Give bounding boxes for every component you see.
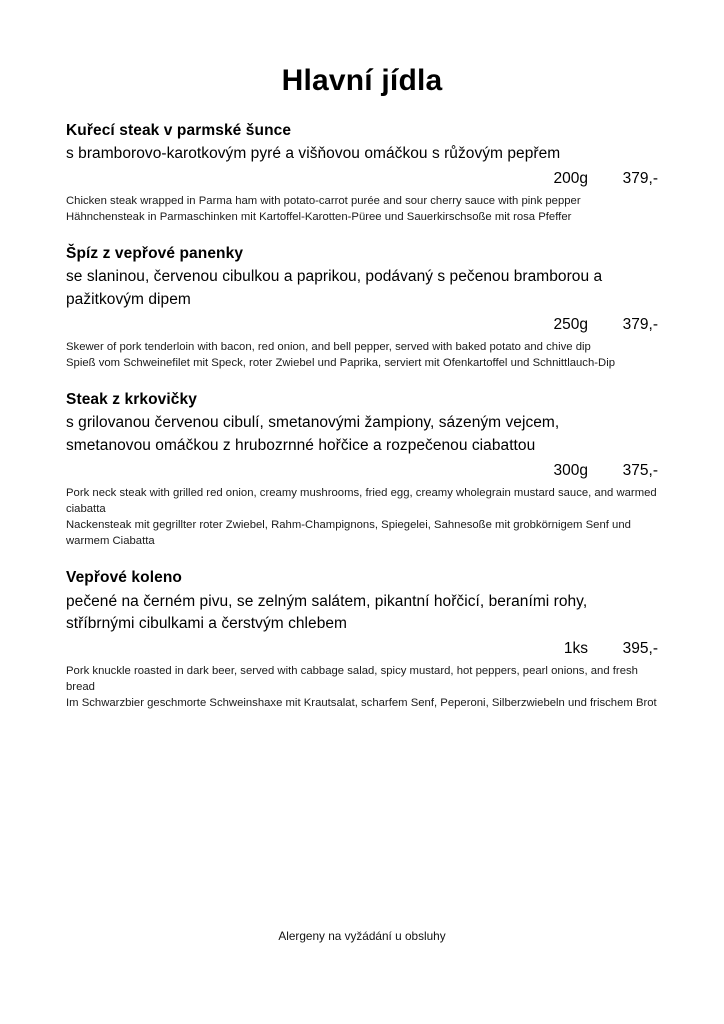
menu-item-price: 379,- — [622, 169, 658, 187]
menu-item-weight: 300g — [553, 461, 588, 479]
menu-item-translation-de: Hähnchensteak in Parmaschinken mit Kartoffel-Karotten-Püree und Sauerkirschsoße mit rosa Pfeffer — [66, 210, 572, 223]
page-title: Hlavní jídla — [281, 64, 443, 97]
menu-item — [66, 389, 658, 549]
menu-item-list — [66, 120, 658, 712]
menu-item-description: s bramborovo-karotkovým pyré a višňovou omáčkou s růžovým pepřem — [66, 144, 561, 162]
menu-item-translation-de: Im Schwarzbier geschmorte Schweinshaxe mit Krautsalat, scharfem Senf, Peperoni, Silberzwiebeln und frischem Brot — [66, 697, 657, 710]
menu-item-translations — [66, 339, 658, 371]
menu-item-weight: 250g — [553, 315, 588, 333]
menu-item-translations — [66, 485, 658, 549]
menu-item-name: Špíz z vepřové panenky — [66, 244, 244, 262]
menu-item-price: 375,- — [622, 461, 658, 479]
menu-item-name: Steak z krkovičky — [66, 390, 197, 408]
menu-item-weight: 1ks — [563, 639, 588, 657]
menu-item-translation-en: Pork neck steak with grilled red onion, creamy mushrooms, fried egg, creamy wholegrain mustard sauce, and warmed ciabatta — [66, 486, 657, 515]
menu-item-price: 395,- — [622, 639, 658, 657]
menu-item-weight: 200g — [553, 169, 588, 187]
menu-item-description: pečené na černém pivu, se zelným salátem, pikantní hořčicí, beraními rohy, stříbrnými cibulkami a čerstvým chlebem — [66, 592, 588, 633]
menu-item-price: 379,- — [622, 315, 658, 333]
menu-item-translations — [66, 193, 658, 225]
menu-item-translations — [66, 663, 658, 711]
menu-item — [66, 567, 658, 711]
menu-item-translation-en: Pork knuckle roasted in dark beer, served with cabbage salad, spicy mustard, hot peppers, pearl onions, and fresh bread — [66, 665, 638, 694]
menu-item-description: s grilovanou červenou cibulí, smetanovými žampiony, sázeným vejcem, smetanovou omáčkou z hrubozrnné hořčice a rozpečenou ciabattou — [66, 414, 560, 455]
menu-item-description: se slaninou, červenou cibulkou a paprikou, podávaný s pečenou bramborou a pažitkovým dipem — [66, 268, 603, 308]
menu-item-price-row — [66, 637, 658, 660]
menu-item-name: Vepřové koleno — [66, 569, 182, 587]
menu-item-name: Kuřecí steak v parmské šunce — [66, 121, 292, 139]
menu-item-translation-en: Skewer of pork tenderloin with bacon, red onion, and bell pepper, served with baked potato and chive dip — [66, 340, 591, 353]
menu-item — [66, 120, 658, 225]
menu-item — [66, 243, 658, 371]
menu-item-price-row — [66, 313, 658, 336]
menu-item-translation-de: Nackensteak mit gegrillter roter Zwiebel, Rahm-Champignons, Spiegelei, Sahnesoße mit grobkörnigem Senf und warmem Ciabatta — [66, 518, 631, 547]
allergen-note: Alergeny na vyžádání u obsluhy — [278, 929, 446, 943]
menu-item-price-row — [66, 167, 658, 190]
menu-item-translation-en: Chicken steak wrapped in Parma ham with potato-carrot purée and sour cherry sauce with pink pepper — [66, 194, 581, 207]
menu-item-translation-de: Spieß vom Schweinefilet mit Speck, roter Zwiebel und Paprika, serviert mit Ofenkartoffel und Schnittlauch-Dip — [66, 356, 616, 369]
menu-item-price-row — [66, 459, 658, 482]
